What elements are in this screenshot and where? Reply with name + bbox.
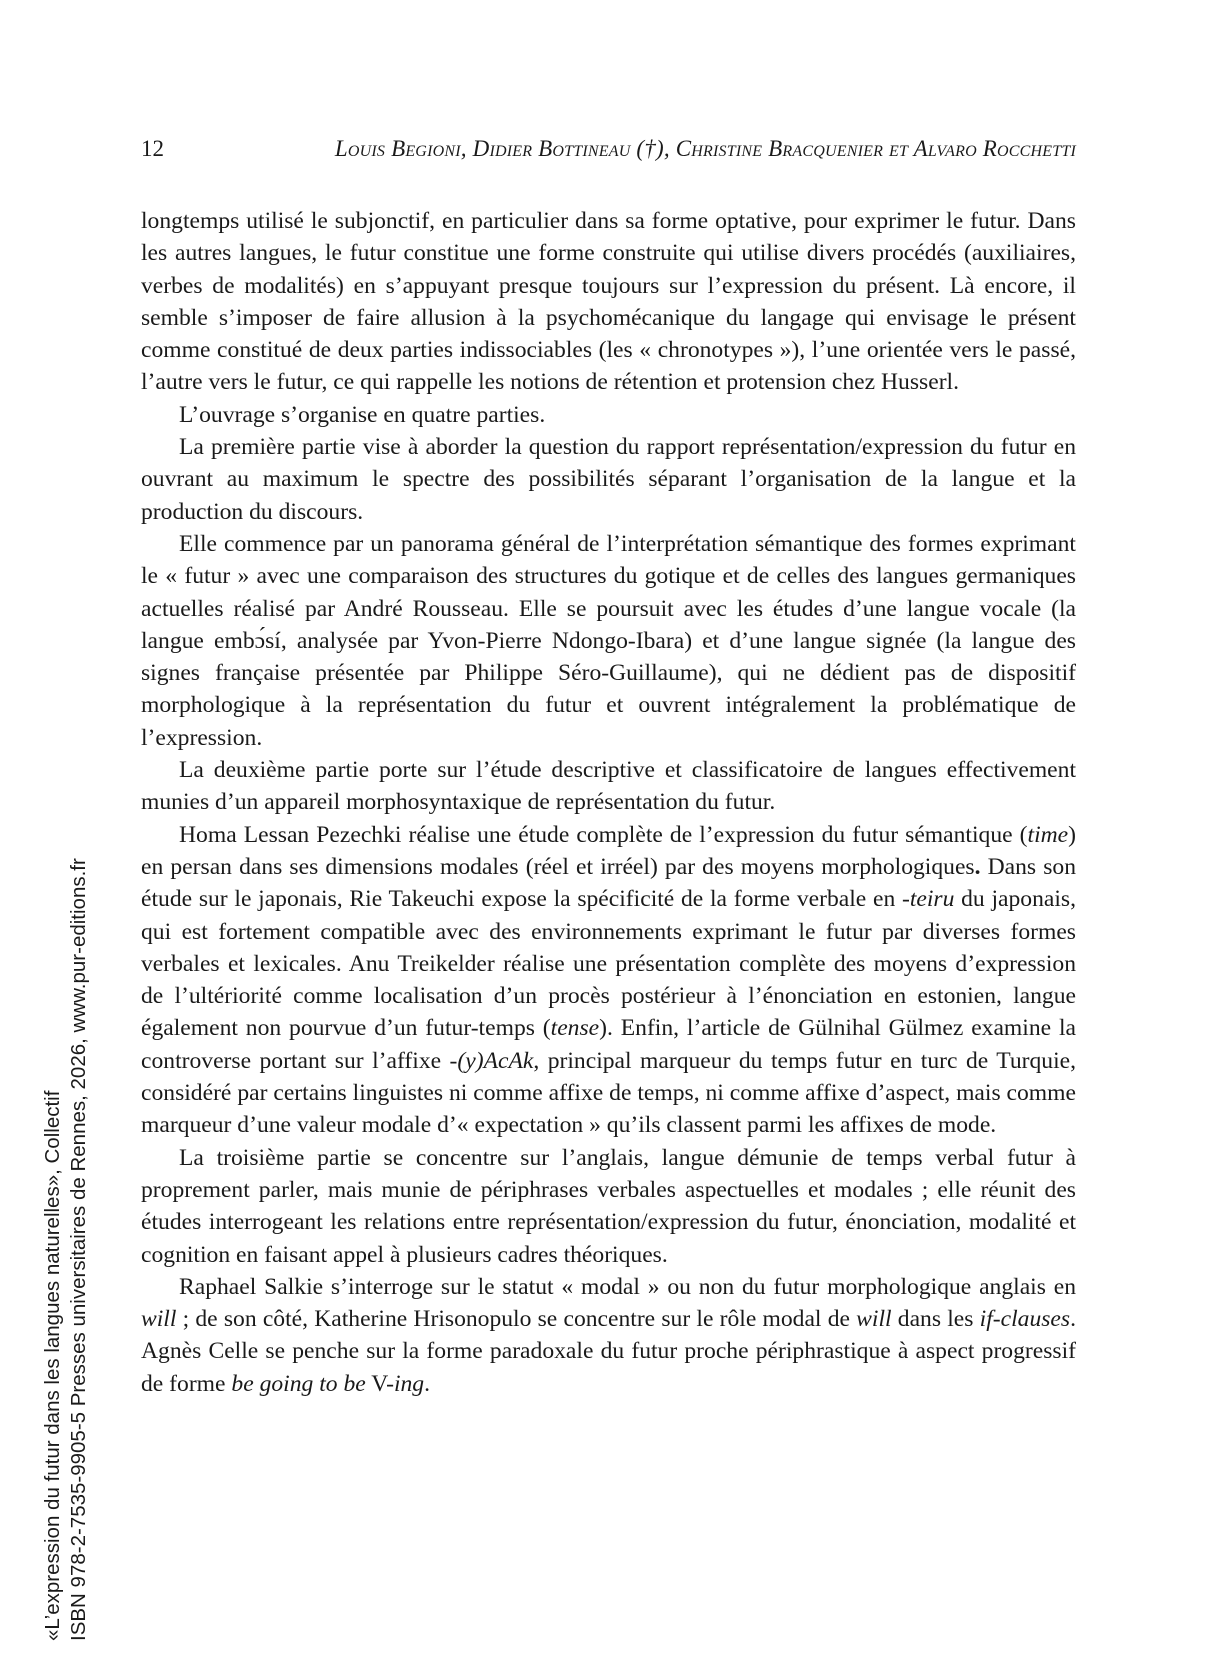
italic-text: will [856,1306,892,1333]
paragraph-text: ). Enfin, l’article de Gülnihal Gülmez examine la controverse portant sur l’affixe [141,1015,1076,1074]
italic-text: be going to be [231,1370,366,1397]
italic-text: -(y)AcAk [449,1047,534,1074]
paragraph-text: V- [365,1370,394,1397]
paragraph-text: L’ouvrage s’organise en quatre parties. [179,401,546,428]
italic-text: ing [393,1370,425,1397]
paragraph-text: ) en persan dans ses dimensions modales (réel et irréel) par des moyens morphologiques [141,821,1076,880]
paragraph-text: La première partie vise à aborder la question du rapport représentation/expression du futur en ouvrant au maximum le spectre des possibilités séparant l’organisation de la langue et la production du discours. [141,434,1076,525]
paragraph-text: longtemps utilisé le subjonctif, en particulier dans sa forme optative, pour exprimer le futur. Dans les autres langues, le futur constitue une forme construite qui utilise divers procédés (auxiliaires, verbes de modalités) en s’appuyant presque toujours sur l’expression du présent. Là encore, il semble s’imposer de faire allusion à la psychomécanique du langage qui envisage le présent comme constitué de deux parties indissociables (les « chronotypes »), l’une orientée vers le passé, l’autre vers le futur, ce qui rappelle les notions de rétention et protension chez Husserl. [141,208,1076,396]
paragraph-text: Homa Lessan Pezechki réalise une étude complète de l’expression du futur sémantique ( [179,821,1028,848]
paragraph [141,528,1076,754]
body-text [141,205,1076,1400]
italic-text: if-clauses [979,1306,1071,1333]
paragraph-text: La troisième partie se concentre sur l’anglais, langue démunie de temps verbal futur à proprement parler, mais munie de périphrases verbales aspectuelles et modales ; elle réunit des études interrogeant les relations entre représentation/expression du futur, énonciation, modalité et cognition en faisant appel à plusieurs cadres théoriques. [141,1144,1076,1268]
paragraph-text: La deuxième partie porte sur l’étude descriptive et classificatoire de langues effectivement munies d’un appareil morphosyntaxique de représentation du futur. [141,757,1076,816]
page-number: 12 [141,136,164,161]
paragraph-text: , principal marqueur du temps futur en turc de Turquie, considéré par certains linguistes ni comme affixe de temps, ni comme affixe d’aspect, mais comme marqueur d’une valeur modale d’« expectation » qu’ils classent parmi les affixes de mode. [141,1047,1076,1139]
side-note-line-1: «L’expression du futur dans les langues naturelles», Collectif [41,1090,64,1641]
paragraph [141,431,1076,528]
paragraph-text: Elle commence par un panorama général de l’interprétation sémantique des formes exprimant le « futur » avec une comparaison des structures du gotique et de celles des langues germaniques actuelles réalisé par André Rousseau. Elle se poursuit avec les études d’une langue vocale (la langue embɔ́sí, analysée par Yvon-Pierre Ndongo-Ibara) et d’une langue signée (la langue des signes française présentée par Philippe Séro-Guillaume), qui ne dédient pas de dispositif morphologique à la représentation du futur et ouvrent intégralement la problématique de l’expression. [141,530,1076,751]
running-head: Louis Begioni, Didier Bottineau (†), Christine Bracquenier et Alvaro Rocchetti [334,136,1076,161]
italic-text: time [1027,821,1069,848]
page-header [141,136,1076,170]
paragraph-text: ; de son côté, Katherine Hrisonopulo se concentre sur le rôle modal de [176,1306,857,1333]
italic-text: -teiru [901,886,955,913]
paragraph-text: dans les [891,1306,980,1333]
paragraph [141,1142,1076,1271]
paragraph [141,819,1076,1142]
italic-text: will [141,1306,177,1333]
paragraph-text: . [424,1370,430,1397]
paragraph-text: Raphael Salkie s’interroge sur le statut « modal » ou non du futur morphologique anglais en [179,1273,1076,1300]
paragraph [141,205,1076,399]
side-note-line-2: ISBN 978-2-7535-9905-5 Presses universitaires de Rennes, 2026, www.pur-editions.fr [67,858,90,1641]
paragraph-text: . Agnès Celle se penche sur la forme paradoxale du futur proche périphrastique à aspect progressif de forme [141,1306,1076,1397]
paragraph-text: Dans son étude sur le japonais, Rie Takeuchi expose la spécificité de la forme verbale en [141,853,1076,913]
paragraph-text: du japonais, qui est fortement compatible avec des environnements exprimant le futur par diverses formes verbales et lexicales. Anu Treikelder réalise une présentation complète des moyens d’expression de l’ultériorité comme localisation d’un procès postérieur à l’énonciation en estonien, langue également non pourvue d’un futur-temps ( [141,886,1076,1042]
copyright-side-note [40,858,92,1641]
paragraph [141,1271,1076,1400]
paragraph-text: . [974,853,981,880]
paragraph [141,399,1076,431]
paragraph [141,754,1076,819]
italic-text: tense [550,1015,600,1042]
